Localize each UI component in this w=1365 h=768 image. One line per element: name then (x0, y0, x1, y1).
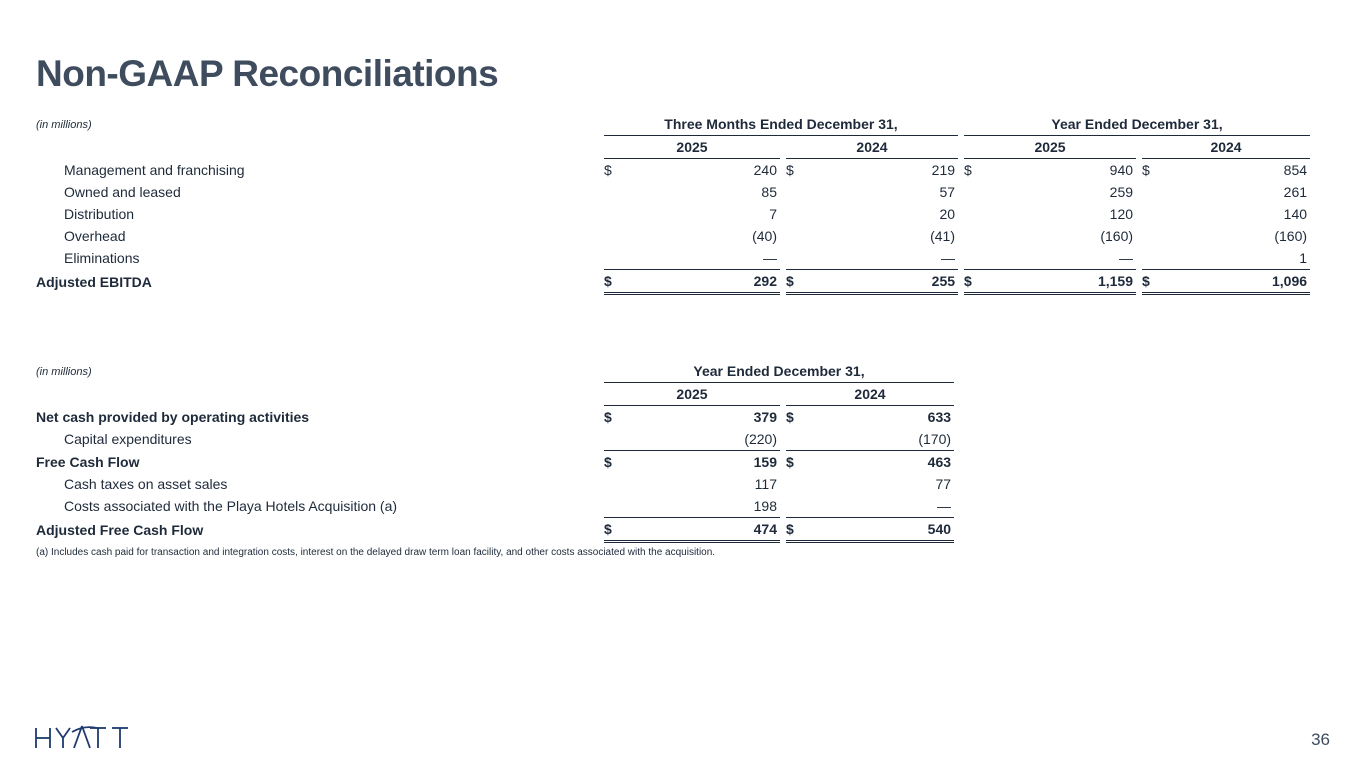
row-label: Owned and leased (64, 184, 181, 200)
cell-value: 140 (1283, 206, 1308, 222)
cell-value: (41) (930, 228, 956, 244)
units-label: (in millions) (36, 118, 92, 131)
page-title: Non-GAAP Reconciliations (36, 53, 499, 94)
currency-symbol: $ (964, 162, 972, 178)
currency-symbol: $ (786, 454, 794, 470)
row-label: Overhead (64, 228, 126, 244)
table-row (36, 406, 954, 429)
row-label: Capital expenditures (64, 431, 192, 448)
row-label: Distribution (64, 206, 135, 222)
cell-value: 474 (753, 521, 777, 537)
period-header-year: Year Ended December 31, (964, 113, 1310, 136)
cell-value: — (786, 495, 954, 518)
currency-symbol: $ (1142, 162, 1150, 178)
cell-value: 379 (753, 409, 777, 425)
row-label: Net cash provided by operating activities (36, 408, 310, 425)
table-header-row (36, 113, 1310, 136)
currency-symbol: $ (604, 454, 612, 470)
cell-value: (160) (1100, 228, 1134, 244)
row-label: Costs associated with the Playa Hotels Acquisition (a) (64, 498, 398, 515)
cell-value: 20 (939, 206, 956, 222)
currency-symbol: $ (604, 273, 612, 289)
currency-symbol: $ (786, 162, 794, 178)
year-header: 2024 (786, 383, 954, 406)
table-row (36, 181, 1310, 203)
currency-symbol: $ (604, 521, 612, 537)
currency-symbol: $ (786, 521, 794, 537)
currency-symbol: $ (786, 409, 794, 425)
table-total-row (36, 270, 1310, 294)
row-label: Eliminations (64, 250, 140, 267)
cell-value: 261 (1283, 184, 1308, 200)
cell-value: 633 (927, 409, 952, 425)
table-row (36, 428, 954, 451)
cell-value: — (964, 247, 1136, 270)
cell-value: 292 (753, 273, 777, 289)
cell-value: 7 (769, 206, 777, 222)
year-header: 2024 (1142, 136, 1310, 159)
year-header: 2025 (964, 136, 1136, 159)
table-header-row (36, 360, 954, 383)
units-label: (in millions) (36, 365, 92, 378)
cell-value: 1,096 (1271, 273, 1308, 289)
cell-value: 1 (1142, 247, 1310, 270)
free-cash-flow-table (36, 360, 954, 543)
year-header: 2024 (786, 136, 958, 159)
hyatt-logo-icon (34, 721, 134, 753)
year-header: 2025 (604, 383, 780, 406)
currency-symbol: $ (604, 409, 612, 425)
cell-value: 255 (931, 273, 956, 289)
row-label: Adjusted Free Cash Flow (36, 521, 204, 538)
cell-value: 940 (1109, 162, 1134, 178)
table-row (36, 225, 1310, 247)
cell-value: 540 (927, 521, 952, 537)
table-row (36, 473, 954, 495)
currency-symbol: $ (1142, 273, 1150, 289)
cell-value: 240 (753, 162, 777, 178)
cell-value: 117 (754, 476, 777, 492)
currency-symbol: $ (786, 273, 794, 289)
cell-value: 120 (1109, 206, 1134, 222)
adjusted-ebitda-table (36, 113, 1310, 295)
currency-symbol: $ (964, 273, 972, 289)
cell-value: 57 (939, 184, 956, 200)
cell-value: 1,159 (1097, 273, 1134, 289)
cell-value: — (786, 247, 958, 270)
table-row (36, 159, 1310, 182)
cell-value: (160) (1274, 228, 1308, 244)
table-year-row (36, 383, 954, 406)
period-header-three-months: Three Months Ended December 31, (604, 113, 958, 136)
table-total-row (36, 518, 954, 542)
cell-value: 219 (931, 162, 956, 178)
table-row (36, 247, 1310, 270)
cell-value: 159 (753, 454, 777, 470)
table-row (36, 203, 1310, 225)
table-year-row (36, 136, 1310, 159)
cell-value: 854 (1283, 162, 1308, 178)
year-header: 2025 (604, 136, 780, 159)
cell-value: (40) (752, 228, 777, 244)
cell-value: 77 (935, 476, 952, 492)
cell-value: (170) (786, 428, 954, 451)
cell-value: (220) (604, 428, 780, 451)
cell-value: 463 (927, 454, 952, 470)
currency-symbol: $ (604, 162, 612, 178)
page-number: 36 (1311, 730, 1330, 749)
table-row (36, 451, 954, 474)
cell-value: 198 (604, 495, 780, 518)
cell-value: 259 (1109, 184, 1134, 200)
row-label: Free Cash Flow (36, 453, 140, 470)
row-label: Adjusted EBITDA (36, 273, 152, 290)
period-header-year: Year Ended December 31, (604, 360, 954, 383)
cell-value: 85 (761, 184, 777, 200)
table-row (36, 495, 954, 518)
cell-value: — (604, 247, 780, 270)
footnote: (a) Includes cash paid for transaction and integration costs, interest on the delayed draw term loan facility, and other costs associated with the acquisition. (36, 547, 716, 558)
row-label: Management and franchising (64, 161, 245, 178)
row-label: Cash taxes on asset sales (64, 476, 228, 492)
